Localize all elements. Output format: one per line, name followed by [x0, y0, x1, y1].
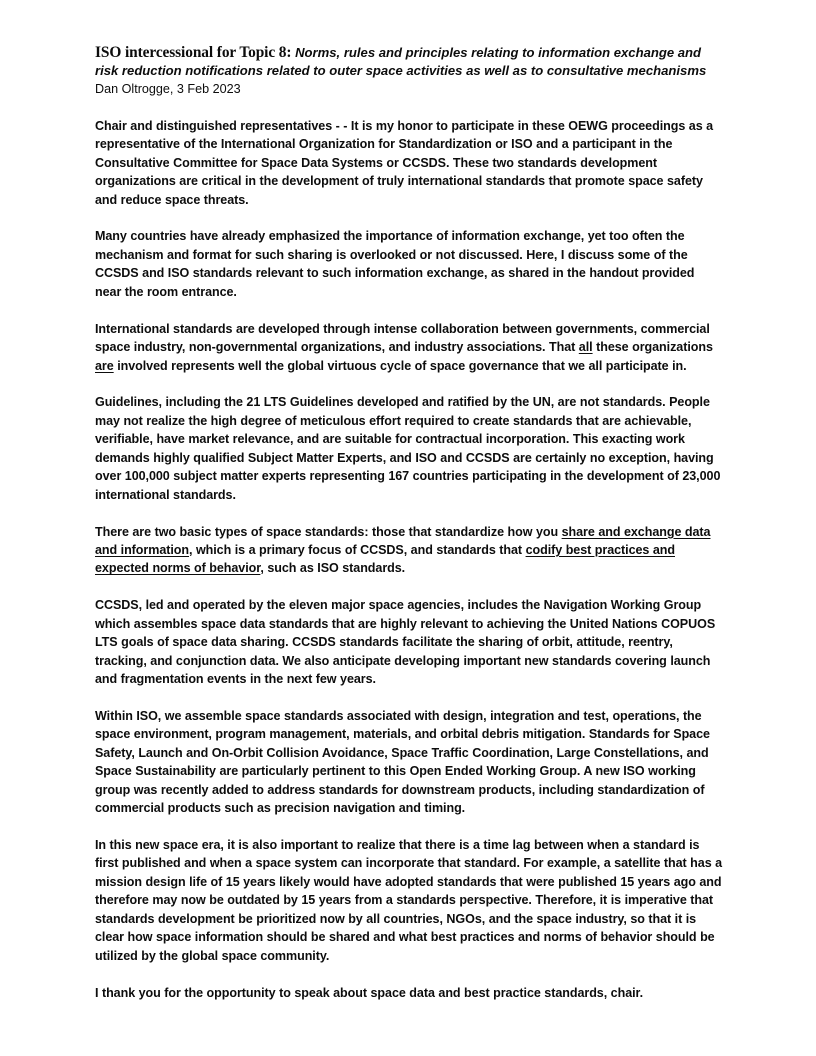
paragraph-p9-closing — [95, 984, 723, 1002]
text-run: these organizations — [592, 340, 713, 355]
text-run: Chair and distinguished representatives - - It is my honor to participate in these OEWG proceedings as a representative of the International Organization for Standardization or ISO and a participant in the Consultative Committee for Space Data Systems or CCSDS. These two standards development organizations are critical in the development of truly international standards that promote space safety and reduce space threats. — [95, 118, 714, 207]
text-run: involved represents well the global virtuous cycle of space governance that we all participate in. — [113, 358, 687, 373]
paragraph-p2-information-exchange — [95, 227, 723, 301]
paragraph-container — [95, 117, 723, 1002]
emphasis-underline: codify best practices and expected norms of behavior — [95, 542, 675, 576]
text-run: There are two basic types of space standards: those that standardize how you — [95, 524, 562, 539]
paragraph-p8-time-lag — [95, 836, 723, 965]
title-block — [95, 44, 723, 99]
emphasis-underline: share and exchange data and information — [95, 524, 711, 557]
page-title — [95, 44, 723, 80]
paragraph-p3-collaboration — [95, 320, 723, 375]
title-prefix: ISO intercessional for Topic 8: — [95, 44, 292, 61]
text-run: International standards are developed through intense collaboration between governments, commercial space industry, non-governmental organizations, and industry associations. That — [95, 321, 710, 355]
paragraph-p6-ccsds — [95, 596, 723, 688]
document-body — [95, 44, 723, 1002]
text-run: Within ISO, we assemble space standards associated with design, integration and test, operations, the space environment, program management, materials, and orbital debris mitigation. Standards for Space Safety, Launch and On-Orbit Collision Avoidance, Space Traffic Coordination, Large Constellations, and Space Sustainability are particularly pertinent to this Open Ended Working Group. A new ISO working group was recently added to address standards for downstream products, including standardization of commercial products such as precision navigation and timing. — [95, 708, 710, 816]
text-run: Many countries have already emphasized the importance of information exchange, yet too often the mechanism and format for such sharing is overlooked or not discussed. Here, I discuss some of the CCSDS and ISO standards relevant to such information exchange, as shared in the handout provided near the room entrance. — [95, 229, 695, 299]
emphasis-underline: are — [95, 358, 114, 373]
paragraph-p7-within-iso — [95, 707, 723, 818]
paragraph-p4-guidelines — [95, 393, 723, 504]
text-run: CCSDS, led and operated by the eleven major space agencies, includes the Navigation Working Group which assembles space data standards that are highly relevant to achieving the United Nations COPUOS LTS goals of space data sharing. CCSDS standards facilitate the sharing of orbit, attitude, reentry, tracking, and conjunction data. We also anticipate developing important new standards covering launch and fragmentation events in the next few years. — [95, 598, 716, 687]
title-subject: Norms, rules and principles relating to information exchange and risk reduction notifications related to outer space activities as well as to consultative mechanisms — [95, 45, 707, 79]
text-run: , which is a primary focus of CCSDS, and standards that — [189, 542, 526, 557]
text-run: In this new space era, it is also important to realize that there is a time lag between when a standard is first published and when a space system can incorporate that standard. For example, a satellite that has a mission design life of 15 years likely would have adopted standards that were published 15 years ago and therefore may now be outdated by 15 years from a standards perspective. Therefore, it is imperative that standards development be prioritized now by all countries, NGOs, and the space industry, so that it is clear how space information should be shared and what best practices and norms of behavior should be utilized by the global space community. — [95, 838, 723, 963]
paragraph-p5-two-types — [95, 523, 723, 578]
byline: Dan Oltrogge, 3 Feb 2023 — [95, 82, 241, 97]
text-run: , such as ISO standards. — [260, 561, 406, 576]
text-run: Guidelines, including the 21 LTS Guidelines developed and ratified by the UN, are not standards. People may not realize the high degree of meticulous effort required to create standards that are achievable, verifiable, have market relevance, and are suitable for contractual incorporation. This exacting work demands highly qualified Subject Matter Experts, and ISO and CCSDS are certainly no exception, having over 100,000 subject matter experts representing 167 countries participating in the development of 23,000 international standards. — [95, 395, 721, 502]
text-run: I thank you for the opportunity to speak about space data and best practice standards, chair. — [95, 985, 644, 1000]
emphasis-underline: all — [578, 340, 593, 355]
paragraph-p1-greeting — [95, 117, 723, 209]
